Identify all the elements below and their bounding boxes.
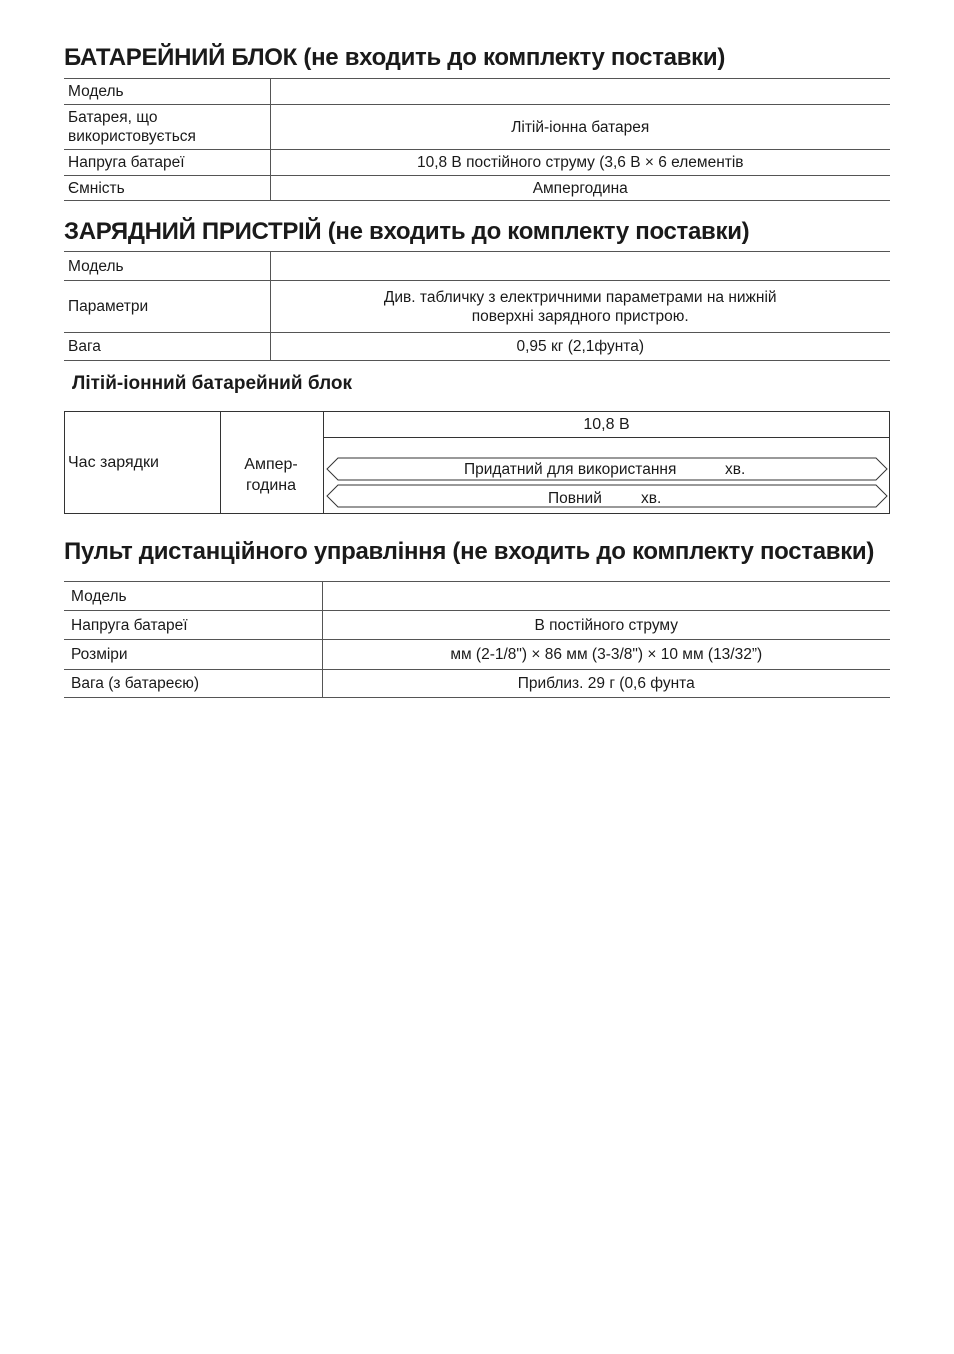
table-row — [64, 333, 890, 361]
capacity-cell — [220, 412, 324, 513]
full-minutes-unit: хв. — [641, 490, 662, 507]
row-value: Приблиз. 29 г (0,6 фунта — [322, 670, 890, 698]
table-row — [64, 582, 890, 611]
battery-section-title: БАТАРЕЙНИЙ БЛОК (не входить до комплекту поставки) — [64, 44, 726, 71]
row-label: Вага — [64, 333, 270, 361]
charge-time-table — [64, 411, 890, 514]
row-value: Літій-іонна батарея — [270, 105, 890, 150]
voltage-header: 10,8 В — [324, 412, 889, 438]
remote-spec-table — [64, 581, 890, 698]
row-label: Напруга батареї — [64, 150, 270, 176]
row-label: Модель — [64, 252, 270, 281]
table-row — [64, 611, 890, 640]
table-row — [64, 252, 890, 281]
charge-time-cell — [65, 412, 221, 513]
row-label: Модель — [64, 582, 322, 611]
table-row — [64, 176, 890, 201]
capacity-label: Ампер-година — [244, 456, 298, 494]
table-row — [64, 640, 890, 670]
row-value: В постійного струму — [322, 611, 890, 640]
row-label: Модель — [64, 79, 270, 105]
row-label: Ємність — [64, 176, 270, 201]
row-value: 0,95 кг (2,1фунта) — [270, 333, 890, 361]
row-value: Ампергодина — [270, 176, 890, 201]
row-value — [270, 79, 890, 105]
charger-section-title: ЗАРЯДНИЙ ПРИСТРІЙ (не входить до комплекту поставки) — [64, 218, 750, 245]
row-value: 10,8 В постійного струму (3,6 В × 6 елементів — [270, 150, 890, 176]
table-row — [64, 79, 890, 105]
li-ion-section-title: Літій-іонний батарейний блок — [72, 373, 353, 394]
row-value: мм (2-1/8") × 86 мм (3-3/8") × 10 мм (13/32”) — [322, 640, 890, 670]
full-label: Повний — [548, 490, 602, 507]
usable-label: Придатний для використання — [464, 461, 677, 478]
remote-section-title: Пульт дистанційного управління (не входить до комплекту поставки) — [64, 538, 875, 565]
row-label: Вага (з батареєю) — [64, 670, 322, 698]
row-value — [322, 582, 890, 611]
row-label: Розміри — [64, 640, 322, 670]
table-row — [64, 281, 890, 333]
row-value — [270, 252, 890, 281]
full-bar-shape — [327, 485, 887, 507]
usable-minutes-unit: хв. — [725, 461, 746, 478]
table-row — [64, 150, 890, 176]
row-label: Батарея, що використовується — [64, 105, 270, 150]
table-row — [64, 670, 890, 698]
row-label: Напруга батареї — [64, 611, 322, 640]
row-label: Параметри — [64, 281, 270, 333]
charge-time-label: Час зарядки — [68, 454, 159, 471]
charger-spec-table — [64, 251, 890, 361]
battery-spec-table — [64, 78, 890, 201]
row-value: Див. табличку з електричними параметрами на нижній поверхні зарядного пристрою. — [270, 281, 890, 333]
table-row — [64, 105, 890, 150]
